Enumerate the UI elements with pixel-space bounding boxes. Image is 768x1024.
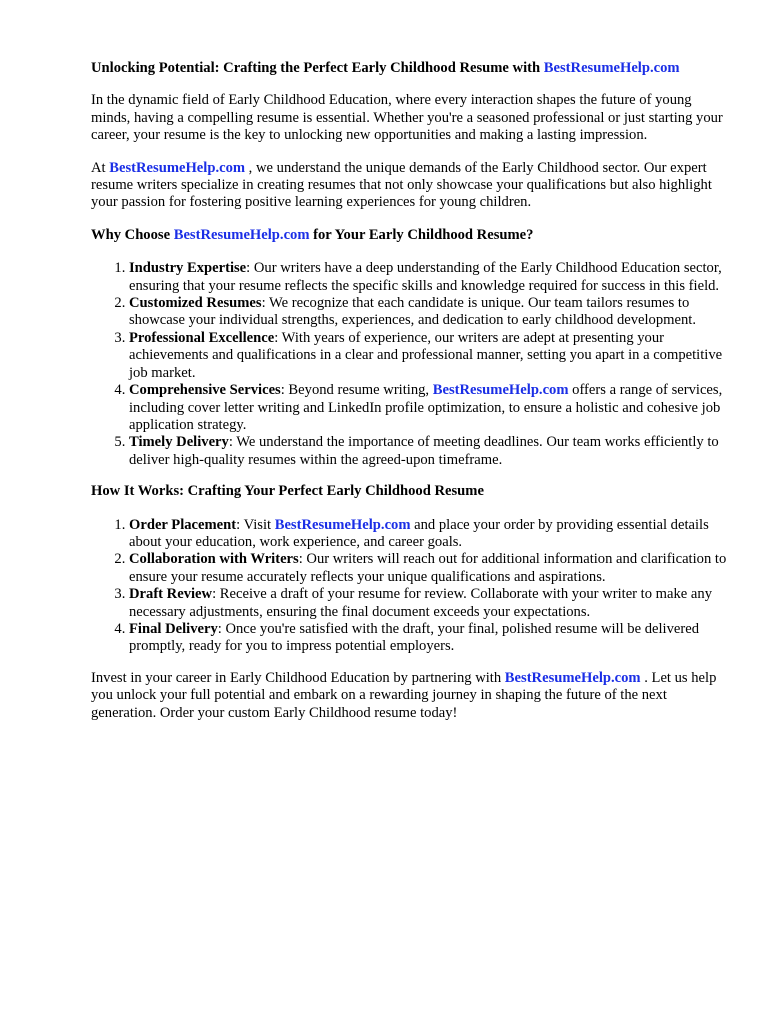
about-text-start: At — [91, 159, 110, 176]
closing-paragraph — [91, 670, 728, 722]
item-text: offers a range of services, including cover letter writing and LinkedIn profile optimization, to ensure a holistic and cohesive job application strategy. — [129, 382, 723, 433]
closing-text-start: Invest in your career in Early Childhood Education by partnering with — [91, 669, 505, 686]
item-text: : Beyond resume writing, — [280, 382, 433, 399]
list-item — [129, 330, 728, 382]
how-heading: How It Works: Crafting Your Perfect Early Childhood Resume — [91, 483, 484, 500]
intro-paragraph: In the dynamic field of Early Childhood Education, where every interaction shapes the future of young minds, having a compelling resume is essential. Whether you're a seasoned professional or just starting your career, your resume is the key to unlocking new opportunities and making a lasting impression. — [91, 92, 723, 144]
item-text: : We recognize that each candidate is unique. Our team tailors resumes to showcase your individual strengths, experiences, and dedication to early childhood development. — [129, 295, 696, 329]
how-list — [91, 517, 728, 656]
list-item — [129, 434, 728, 469]
list-item — [129, 295, 728, 330]
title-text: Unlocking Potential: Crafting the Perfect Early Childhood Resume with — [91, 60, 544, 76]
item-term: Collaboration with Writers — [129, 551, 299, 568]
about-text-end: , we understand the unique demands of the Early Childhood sector. Our expert resume writers specialize in creating resumes that not only showcase your qualifications but also highlight your passion for fostering positive learning experiences for young children. — [91, 159, 712, 211]
why-heading-site-link[interactable]: BestResumeHelp.com — [173, 226, 310, 243]
list-item — [129, 551, 728, 586]
title-site-link[interactable]: BestResumeHelp.com — [543, 60, 680, 76]
list-item — [129, 586, 728, 621]
order-site-link[interactable]: BestResumeHelp.com — [274, 516, 411, 533]
item-text: : Our writers have a deep understanding of the Early Childhood Education sector, ensuring that your resume reflects the specific skills and knowledge required for success in this field. — [129, 260, 722, 294]
item-term: Comprehensive Services — [129, 382, 281, 399]
item-text: : We understand the importance of meeting deadlines. Our team works efficiently to deliver high-quality resumes within the agreed-upon timeframe. — [129, 434, 719, 468]
item-text: : With years of experience, our writers are adept at presenting your achievements and qualifications in a clear and professional manner, setting you apart in a competitive job market. — [129, 329, 723, 381]
item-term: Draft Review — [129, 586, 213, 603]
item-term: Professional Excellence — [129, 329, 275, 346]
list-item — [129, 260, 728, 295]
about-paragraph — [91, 160, 728, 212]
why-heading-end: for Your Early Childhood Resume? — [309, 226, 534, 243]
item-text: : Once you're satisfied with the draft, your final, polished resume will be delivered promptly, ready for you to impress potential employers. — [129, 620, 700, 655]
why-heading — [91, 227, 728, 244]
list-item — [129, 621, 728, 656]
item-text: : Receive a draft of your resume for review. Collaborate with your writer to make any necessary adjustments, ensuring the final document exceeds your expectations. — [129, 586, 712, 620]
item-text: : Our writers will reach out for additional information and clarification to ensure your resume accurately reflects your unique qualifications and aspirations. — [129, 551, 727, 585]
list-item — [129, 517, 728, 552]
item-term: Industry Expertise — [129, 260, 247, 277]
closing-site-link[interactable]: BestResumeHelp.com — [504, 669, 641, 686]
why-heading-start: Why Choose — [91, 226, 174, 243]
why-list — [91, 260, 728, 469]
item-term: Order Placement — [129, 516, 237, 533]
services-site-link[interactable]: BestResumeHelp.com — [432, 382, 569, 399]
item-text: and place your order by providing essential details about your education, work experience, and career goals. — [129, 516, 709, 550]
item-term: Customized Resumes — [129, 295, 262, 312]
list-item — [129, 382, 728, 434]
item-term: Final Delivery — [129, 620, 218, 637]
document-title — [91, 60, 728, 77]
item-text: : Visit — [236, 516, 275, 533]
item-term: Timely Delivery — [129, 434, 229, 451]
about-site-link[interactable]: BestResumeHelp.com — [109, 159, 246, 176]
closing-text-end: . Let us help you unlock your full potential and embark on a rewarding journey in shaping the future of the next generation. Order your custom Early Childhood resume today! — [91, 669, 717, 721]
